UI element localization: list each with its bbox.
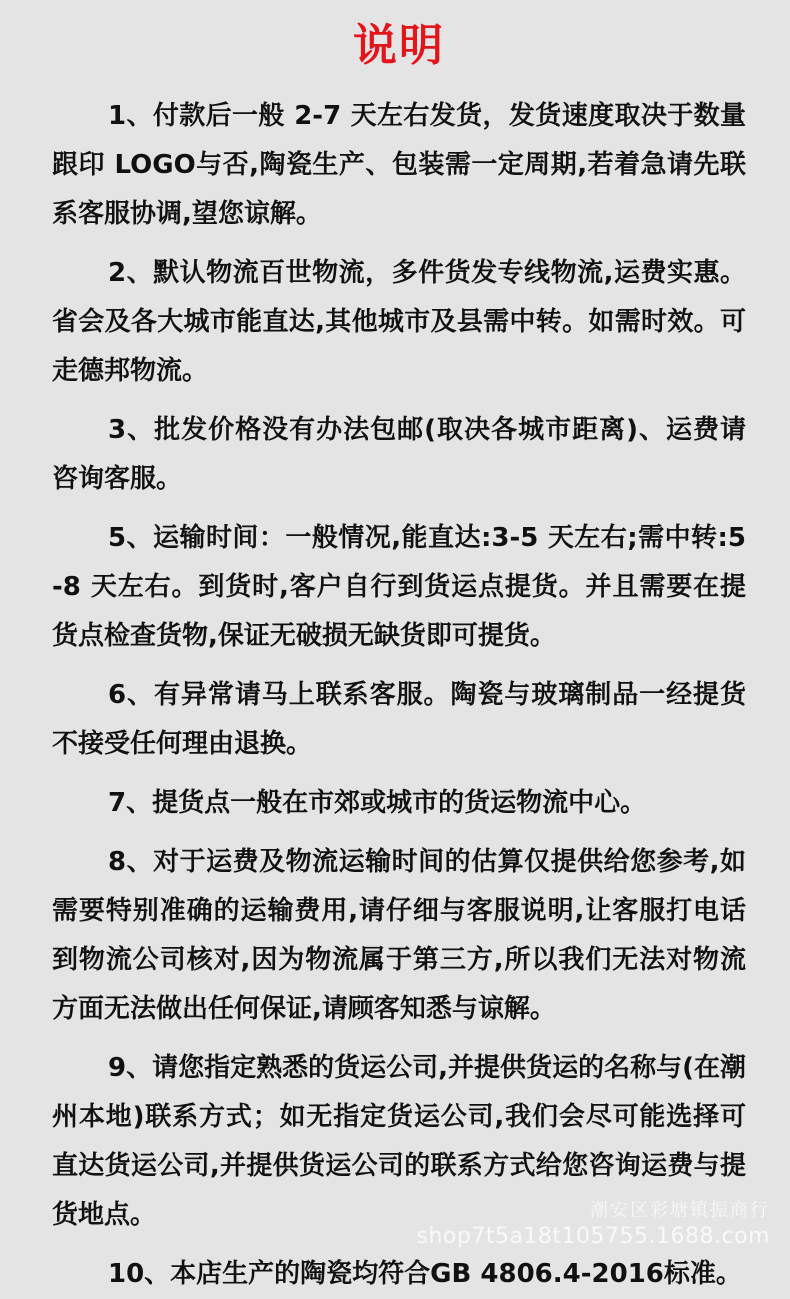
notice-item-5: 5、运输时间：一般情况,能直达:3-5 天左右;需中转:5-8 天左右。到货时,客户自行到货运点提货。并且需要在提货点检查货物,保证无破损无缺货即可提货。 <box>52 523 746 651</box>
notice-item-9: 9、请您指定熟悉的货运公司,并提供货运的名称与(在潮州本地)联系方式；如无指定货运公司,我们会尽可能选择可直达货运公司,并提供货运公司的联系方式给您咨询运费与提货地点。 <box>52 1053 746 1230</box>
notice-item-6: 6、有异常请马上联系客服。陶瓷与玻璃制品一经提货不接受任何理由退换。 <box>52 680 746 759</box>
page-title: 说明 <box>353 20 445 71</box>
watermark-shop-name: 潮安区彩塘镇振商行 <box>590 1200 770 1221</box>
notice-item-1: 1、付款后一般 2-7 天左右发货，发货速度取决于数量跟印 LOGO与否,陶瓷生产、包装需一定周期,若着急请先联系客服协调,望您谅解。 <box>52 101 746 229</box>
notice-item-7: 7、提货点一般在市郊或城市的货运物流中心。 <box>108 788 647 818</box>
notice-item-10: 10、本店生产的陶瓷均符合GB 4806.4-2016标准。 <box>108 1259 742 1289</box>
notice-item-3: 3、批发价格没有办法包邮(取决各城市距离)、运费请咨询客服。 <box>52 415 746 494</box>
notice-item-8: 8、对于运费及物流运输时间的估算仅提供给您参考,如需要特别准确的运输费用,请仔细与客服说明,让客服打电话到物流公司核对,因为物流属于第三方,所以我们无法对物流方面无法做出任何保证,请顾客知悉与谅解。 <box>52 847 746 1024</box>
notice-item-2: 2、默认物流百世物流，多件货发专线物流,运费实惠。省会及各大城市能直达,其他城市及县需中转。如需时效。可走德邦物流。 <box>52 258 746 386</box>
watermark-shop-url: shop7t5a18t105755.1688.com <box>416 1224 770 1249</box>
